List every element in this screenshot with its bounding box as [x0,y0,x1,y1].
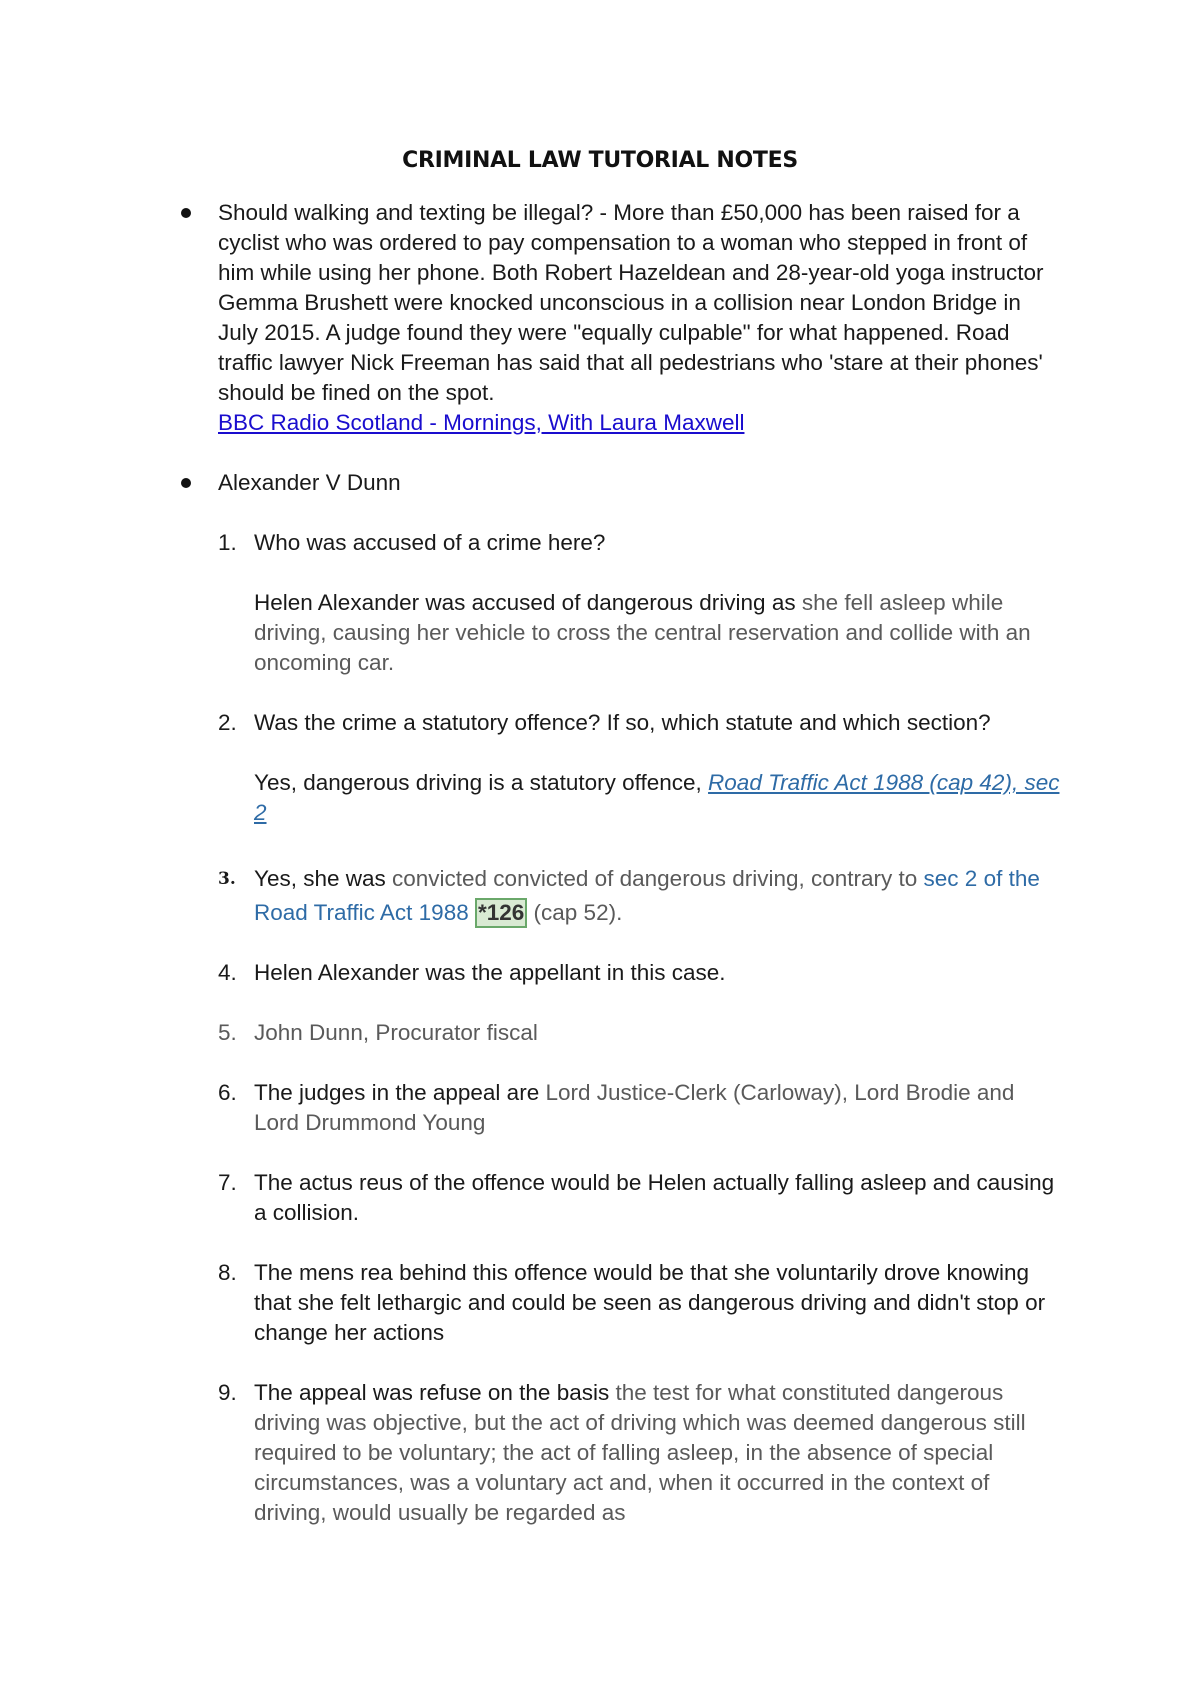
answer-quote: she fell asleep while driving, causing her vehicle to cross the central reservation and collide with an oncoming car. [254,590,1031,675]
bbc-radio-link[interactable]: BBC Radio Scotland - Mornings, With Laura Maxwell [218,410,745,435]
bullet-paragraph [218,468,1058,498]
item-number: 9. [218,1380,237,1405]
item-text: The actus reus of the offence would be Helen actually falling asleep and causing a collision. [254,1170,1055,1225]
item-text: The appeal was refuse on the basis [254,1380,616,1405]
item-number: 2. [218,710,237,735]
item-number: 7. [218,1170,237,1195]
page-marker-badge: *126 [475,898,527,928]
item-question: Who was accused of a crime here? [254,530,606,555]
answer-text: Yes, dangerous driving is a statutory offence, [254,770,709,795]
bullet-paragraph [218,198,1058,438]
answer-text: Helen Alexander was accused of dangerous driving as [254,590,802,615]
item-question: Was the crime a statutory offence? If so, which statute and which section? [254,710,991,735]
item-number: 4. [218,960,237,985]
item-text: Yes, she was [254,866,392,891]
item-text: The mens rea behind this offence would be that she voluntarily drove knowing that she felt lethargic and could be seen as dangerous driving and didn't stop or change her actions [254,1260,1046,1345]
item-text: Helen Alexander was the appellant in this case. [254,960,726,985]
item-tail: (cap 52). [527,900,623,925]
item-text: John Dunn, Procurator fiscal [254,1020,538,1045]
statute-reference: sec 2 of the Road Traffic Act 1988 [254,866,1040,925]
item-quote: convicted convicted of dangerous driving, contrary to [392,866,924,891]
item-number: 3. [218,869,236,889]
page-title: CRIMINAL LAW TUTORIAL NOTES [402,148,798,173]
item-quote: the test for what constituted dangerous driving was objective, but the act of driving which was deemed dangerous still required to be voluntary; the act of falling asleep, in the absence of special circumstances, was a voluntary act and, when it occurred in the context of driving, would usually be regarded as [254,1380,1026,1525]
case-name: Alexander V Dunn [218,470,401,495]
item-text: The judges in the appeal are [254,1080,546,1105]
item-number: 1. [218,530,237,555]
item-number: 6. [218,1080,237,1105]
statute-link[interactable]: Road Traffic Act 1988 (cap 42), sec 2 [254,770,1060,825]
judges-list: Lord Justice-Clerk (Carloway), Lord Brodie and Lord Drummond Young [254,1080,1015,1135]
item-number: 8. [218,1260,237,1285]
bullet-dot [181,208,191,218]
item-number: 5. [218,1020,237,1045]
bullet-text: Should walking and texting be illegal? - More than £50,000 has been raised for a cyclist who was ordered to pay compensation to a woman who stepped in front of him while using her phone. Both Robert Hazeldean and 28-year-old yoga instructor Gemma Brushett were knocked unconscious in a collision near London Bridge in July 2015. A judge found they were "equally culpable" for what happened. Road traffic lawyer Nick Freeman has said that all pedestrians who 'stare at their phones' should be fined on the spot. [218,200,1044,405]
bullet-dot [181,478,191,488]
